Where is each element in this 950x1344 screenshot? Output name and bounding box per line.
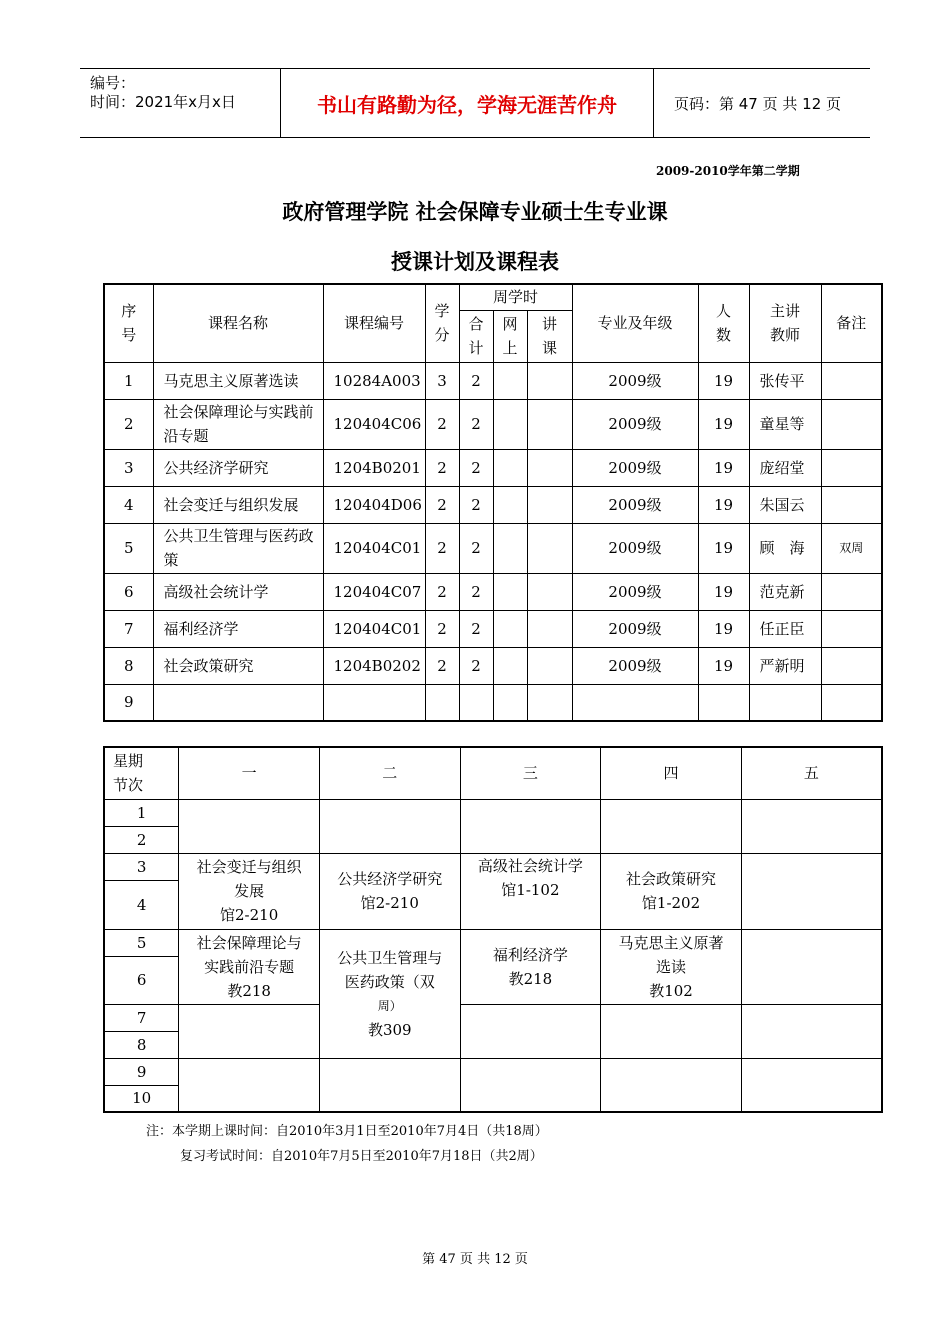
header-count: 人数 (698, 284, 749, 362)
day-header: 五 (741, 747, 882, 799)
row-seq: 7 (104, 610, 153, 647)
row-grade (572, 684, 698, 721)
row-total: 2 (459, 399, 493, 449)
course-plan-table (103, 283, 883, 722)
cell-line: 医药政策（双 (344, 972, 435, 991)
cell-room: 教218 (227, 981, 271, 1000)
cell-room: 馆2-210 (220, 906, 279, 924)
number-label: 编号： (90, 74, 136, 92)
row-teacher: 范克新 (749, 573, 821, 610)
row-teacher: 童星等 (749, 399, 821, 449)
schedule-cell (179, 1004, 320, 1058)
motto: 书山有路勤为径，学海无涯苦作舟 (281, 69, 654, 137)
row-online (493, 610, 527, 647)
header-total: 合计 (459, 310, 493, 362)
row-lecture (527, 362, 572, 399)
period-label: 2 (104, 826, 179, 853)
note-class-period: 注：本学期上课时间：自2010年3月1日至2010年7月4日（共18周） (146, 1124, 548, 1139)
row-credit: 2 (425, 523, 459, 573)
row-lecture (527, 573, 572, 610)
row-seq: 1 (104, 362, 153, 399)
schedule-corner (104, 747, 179, 799)
row-course-code: 120404C06 (323, 399, 425, 449)
schedule-cell (741, 1004, 882, 1058)
row-online (493, 449, 527, 486)
page-footer: 第 47 页 共 12 页 (422, 1252, 528, 1267)
row-course-name: 福利经济学 (153, 610, 323, 647)
schedule-cell-mon-34 (179, 853, 320, 929)
row-grade: 2009级 (572, 362, 698, 399)
row-seq: 8 (104, 647, 153, 684)
corner-period-label: 节次 (113, 776, 144, 795)
row-teacher: 任正臣 (749, 610, 821, 647)
table-row (104, 647, 882, 684)
header-major-grade: 专业及年级 (572, 284, 698, 362)
schedule-cell-tue-34 (319, 853, 460, 929)
cell-room: 馆2-210 (360, 894, 419, 912)
row-remark (821, 486, 882, 523)
row-course-code: 10284A003 (323, 362, 425, 399)
row-remark (821, 573, 882, 610)
row-course-name: 马克思主义原著选读 (153, 362, 323, 399)
table-row (104, 610, 882, 647)
row-count: 19 (698, 362, 749, 399)
row-total: 2 (459, 610, 493, 647)
cell-line: 福利经济学 (492, 945, 568, 964)
row-online (493, 573, 527, 610)
row-seq: 5 (104, 523, 153, 573)
cell-line: 实践前沿专题 (204, 957, 295, 976)
row-credit: 2 (425, 610, 459, 647)
page-label: 页码：第 47 页 共 12 页 (674, 94, 842, 113)
schedule-cell (460, 1004, 601, 1058)
row-credit: 3 (425, 362, 459, 399)
row-credit: 2 (425, 399, 459, 449)
row-remark (821, 684, 882, 721)
time-label: 时间：2021年x月x日 (90, 93, 236, 111)
table-row (104, 523, 882, 573)
period-label: 7 (104, 1004, 179, 1031)
row-lecture (527, 647, 572, 684)
header-teacher: 主讲教师 (749, 284, 821, 362)
table-row (104, 573, 882, 610)
semester-label: 2009-2010学年第二学期 (656, 164, 800, 178)
header-weekly-hours: 周学时 (459, 284, 572, 310)
row-credit: 2 (425, 647, 459, 684)
header-credit: 学分 (425, 284, 459, 362)
row-seq: 2 (104, 399, 153, 449)
row-seq: 9 (104, 684, 153, 721)
schedule-cell (460, 1058, 601, 1112)
row-total: 2 (459, 523, 493, 573)
day-header: 一 (179, 747, 320, 799)
cell-line: 发展 (234, 882, 265, 900)
row-count: 19 (698, 610, 749, 647)
cell-line: 高级社会统计学 (477, 856, 583, 875)
table-row (104, 362, 882, 399)
schedule-cell (601, 1058, 742, 1112)
row-remark (821, 610, 882, 647)
cell-line: 公共卫生管理与 (337, 948, 443, 967)
cell-line: 社会保障理论与 (196, 933, 302, 952)
row-teacher: 严新明 (749, 647, 821, 684)
row-course-name: 公共卫生管理与医药政策 (153, 523, 323, 573)
row-course-code: 120404C01 (323, 523, 425, 573)
schedule-cell (741, 1058, 882, 1112)
row-credit (425, 684, 459, 721)
row-course-code: 1204B0201 (323, 449, 425, 486)
table-row (104, 449, 882, 486)
cell-line: 周） (377, 998, 402, 1013)
corner-weekday-label: 星期 (113, 752, 144, 771)
row-online (493, 362, 527, 399)
row-teacher: 朱国云 (749, 486, 821, 523)
row-seq: 6 (104, 573, 153, 610)
row-lecture (527, 684, 572, 721)
row-course-code: 120404C01 (323, 610, 425, 647)
row-lecture (527, 610, 572, 647)
schedule-cell-thu-34 (601, 853, 742, 929)
row-course-code: 120404D06 (323, 486, 425, 523)
row-course-name (153, 684, 323, 721)
row-count: 19 (698, 523, 749, 573)
row-credit: 2 (425, 573, 459, 610)
schedule-cell (319, 799, 460, 853)
row-remark (821, 399, 882, 449)
row-lecture (527, 523, 572, 573)
cell-room: 教218 (508, 969, 553, 988)
row-total: 2 (459, 573, 493, 610)
row-course-name: 社会变迁与组织发展 (153, 486, 323, 523)
row-remark (821, 647, 882, 684)
row-count (698, 684, 749, 721)
day-header: 二 (319, 747, 460, 799)
row-grade: 2009级 (572, 399, 698, 449)
row-seq: 3 (104, 449, 153, 486)
table-row (104, 486, 882, 523)
row-online (493, 486, 527, 523)
row-grade: 2009级 (572, 573, 698, 610)
row-credit: 2 (425, 449, 459, 486)
period-label: 3 (104, 853, 179, 880)
cell-room: 馆1-202 (641, 894, 701, 912)
period-label: 1 (104, 799, 179, 826)
row-teacher: 张传平 (749, 362, 821, 399)
row-course-code: 120404C07 (323, 573, 425, 610)
cell-line: 社会政策研究 (626, 870, 717, 888)
cell-line: 公共经济学研究 (337, 870, 443, 888)
row-credit: 2 (425, 486, 459, 523)
cell-line: 社会变迁与组织 (196, 858, 302, 876)
day-header: 三 (460, 747, 601, 799)
schedule-cell (179, 799, 320, 853)
period-label: 8 (104, 1031, 179, 1058)
period-label: 10 (104, 1085, 179, 1112)
period-label: 9 (104, 1058, 179, 1085)
row-total (459, 684, 493, 721)
note-exam-period: 复习考试时间：自2010年7月5日至2010年7月18日（共2周） (180, 1149, 543, 1164)
row-grade: 2009级 (572, 486, 698, 523)
schedule-cell (741, 853, 882, 929)
row-grade: 2009级 (572, 523, 698, 573)
row-total: 2 (459, 449, 493, 486)
header-seq: 序号 (104, 284, 153, 362)
row-lecture (527, 399, 572, 449)
schedule-cell (601, 799, 742, 853)
period-label: 6 (104, 956, 179, 1004)
row-grade: 2009级 (572, 449, 698, 486)
weekly-schedule-table (103, 746, 883, 1113)
cell-line: 选读 (656, 957, 687, 976)
row-remark: 双周 (821, 523, 882, 573)
row-total: 2 (459, 362, 493, 399)
row-course-code: 1204B0202 (323, 647, 425, 684)
row-count: 19 (698, 647, 749, 684)
row-online (493, 523, 527, 573)
row-course-name: 公共经济学研究 (153, 449, 323, 486)
row-grade: 2009级 (572, 610, 698, 647)
header-online: 网上 (493, 310, 527, 362)
cell-room: 馆1-102 (501, 880, 560, 899)
schedule-cell (179, 1058, 320, 1112)
schedule-cell-thu-56 (601, 929, 742, 1004)
row-count: 19 (698, 449, 749, 486)
row-lecture (527, 486, 572, 523)
schedule-cell-wed-56 (460, 929, 601, 1004)
header-meta (80, 69, 281, 137)
header-lecture: 讲课 (527, 310, 572, 362)
row-lecture (527, 449, 572, 486)
header-remark: 备注 (821, 284, 882, 362)
page-header (80, 68, 870, 138)
table-row (104, 684, 882, 721)
cell-room: 教102 (649, 981, 693, 1000)
doc-title: 政府管理学院 社会保障专业硕士生专业课 (282, 200, 668, 224)
row-teacher: 庞绍堂 (749, 449, 821, 486)
schedule-cell-wed-34 (460, 853, 601, 929)
schedule-cell (460, 799, 601, 853)
cell-line: 马克思主义原著 (618, 933, 724, 952)
period-label: 4 (104, 880, 179, 929)
schedule-cell (319, 1058, 460, 1112)
schedule-cell-mon-56 (179, 929, 320, 1004)
row-online (493, 647, 527, 684)
doc-subtitle: 授课计划及课程表 (391, 250, 559, 274)
row-teacher (749, 684, 821, 721)
row-course-name: 社会政策研究 (153, 647, 323, 684)
cell-room: 教309 (367, 1020, 412, 1039)
header-course-name: 课程名称 (153, 284, 323, 362)
row-count: 19 (698, 399, 749, 449)
row-grade: 2009级 (572, 647, 698, 684)
schedule-cell (601, 1004, 742, 1058)
row-seq: 4 (104, 486, 153, 523)
row-teacher: 顾 海 (749, 523, 821, 573)
row-remark (821, 362, 882, 399)
period-label: 5 (104, 929, 179, 956)
row-online (493, 399, 527, 449)
row-total: 2 (459, 486, 493, 523)
table-row (104, 399, 882, 449)
row-course-name: 高级社会统计学 (153, 573, 323, 610)
row-online (493, 684, 527, 721)
schedule-cell (741, 929, 882, 1004)
day-header: 四 (601, 747, 742, 799)
row-count: 19 (698, 573, 749, 610)
header-course-code: 课程编号 (323, 284, 425, 362)
row-remark (821, 449, 882, 486)
schedule-cell (741, 799, 882, 853)
row-total: 2 (459, 647, 493, 684)
row-course-name: 社会保障理论与实践前沿专题 (153, 399, 323, 449)
schedule-cell-tue-58 (319, 929, 460, 1058)
row-count: 19 (698, 486, 749, 523)
row-course-code (323, 684, 425, 721)
